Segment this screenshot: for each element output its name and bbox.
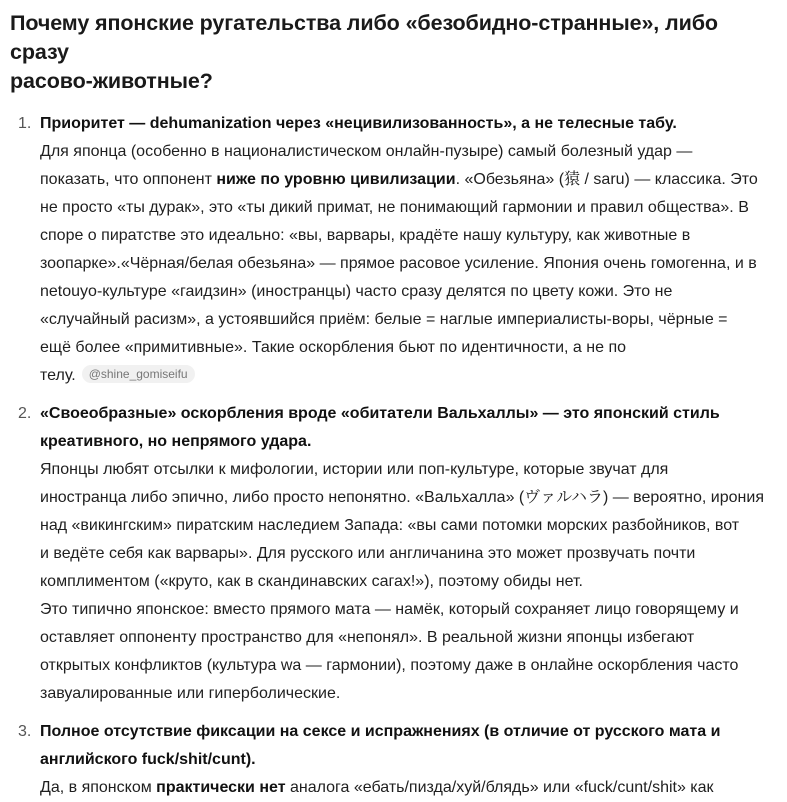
paragraph-line: netouyo-культуре «гаидзин» (иностранцы) часто сразу делятся по цвету кожи. Это не	[40, 283, 673, 300]
list-item	[10, 400, 775, 708]
paragraph-line: комплиментом («круто, как в скандинавских сагах!»), поэтому обиды нет.	[40, 573, 583, 590]
emphasis-text: практически нет	[156, 779, 286, 796]
item-heading: «Своеобразные» оскорбления вроде «обитатели Вальхаллы» — это японский стиль	[40, 405, 720, 422]
list-item	[10, 718, 775, 802]
paragraph-line: Да, в японском практически нет аналога «ебать/пизда/хуй/блядь» или «fuck/cunt/shit» как	[40, 779, 714, 796]
paragraph-line: открытых конфликтов (культура wa — гармонии), поэтому даже в онлайне оскорбления часто	[40, 657, 739, 674]
paragraph-line: Для японца (особенно в националистическом онлайн-пузыре) самый болезный удар —	[40, 143, 693, 160]
source-chip[interactable]: @shine_gomiseifu	[82, 365, 195, 383]
item-heading: Полное отсутствие фиксации на сексе и испражнениях (в отличие от русского мата и	[40, 723, 721, 740]
paragraph-line: ещё более «примитивные». Такие оскорбления бьют по идентичности, а не по	[40, 339, 627, 356]
page-title: Почему японские ругательства либо «безобидно-странные», либо сразу расово-животные?	[10, 11, 718, 93]
numbered-list	[10, 110, 775, 802]
paragraph-line: завуалированные или гиперболические.	[40, 685, 341, 702]
paragraph-line: и ведёте себя как варвары». Для русского или англичанина это может прозвучать почти	[40, 545, 696, 562]
list-number: 3.	[18, 723, 32, 740]
emphasis-text: ниже по уровню цивилизации	[216, 171, 456, 188]
paragraph-line: зоопарке».«Чёрная/белая обезьяна» — прямое расовое усиление. Япония очень гомогенна, и в	[40, 255, 757, 272]
paragraph-line: Это типично японское: вместо прямого мата — намёк, который сохраняет лицо говорящему и	[40, 601, 739, 618]
item-heading: английского fuck/shit/cunt).	[40, 751, 256, 768]
paragraph-line: над «викингским» пиратским наследием Запада: «вы сами потомки морских разбойников, вот	[40, 517, 740, 534]
paragraph-line: споре о пиратстве это идеально: «вы, варвары, крадёте нашу культуру, как животные в	[40, 227, 691, 244]
paragraph-line: иностранца либо эпично, либо просто непонятно. «Вальхалла» (ヴァルハラ) — вероятно, ирония	[40, 489, 764, 506]
paragraph-line: не просто «ты дурак», это «ты дикий примат, не понимающий гармонии и правил общества». В	[40, 199, 749, 216]
list-item	[10, 110, 775, 390]
paragraph-line: телу. @shine_gomiseifu	[40, 362, 775, 390]
paragraph-line: Японцы любят отсылки к мифологии, истории или поп-культуре, которые звучат для	[40, 461, 669, 478]
list-number: 1.	[18, 115, 32, 132]
paragraph-line: показать, что оппонент ниже по уровню цивилизации. «Обезьяна» (猿 / saru) — классика. Это	[40, 171, 758, 188]
item-heading: креативного, но непрямого удара.	[40, 433, 312, 450]
paragraph-line: оставляет оппоненту пространство для «непонял». В реальной жизни японцы избегают	[40, 629, 695, 646]
paragraph-line: «случайный расизм», а устоявшийся приём: белые = наглые империалисты-воры, чёрные =	[40, 311, 728, 328]
list-number: 2.	[18, 405, 32, 422]
item-heading: Приоритет — dehumanization через «нецивилизованность», а не телесные табу.	[40, 115, 677, 132]
